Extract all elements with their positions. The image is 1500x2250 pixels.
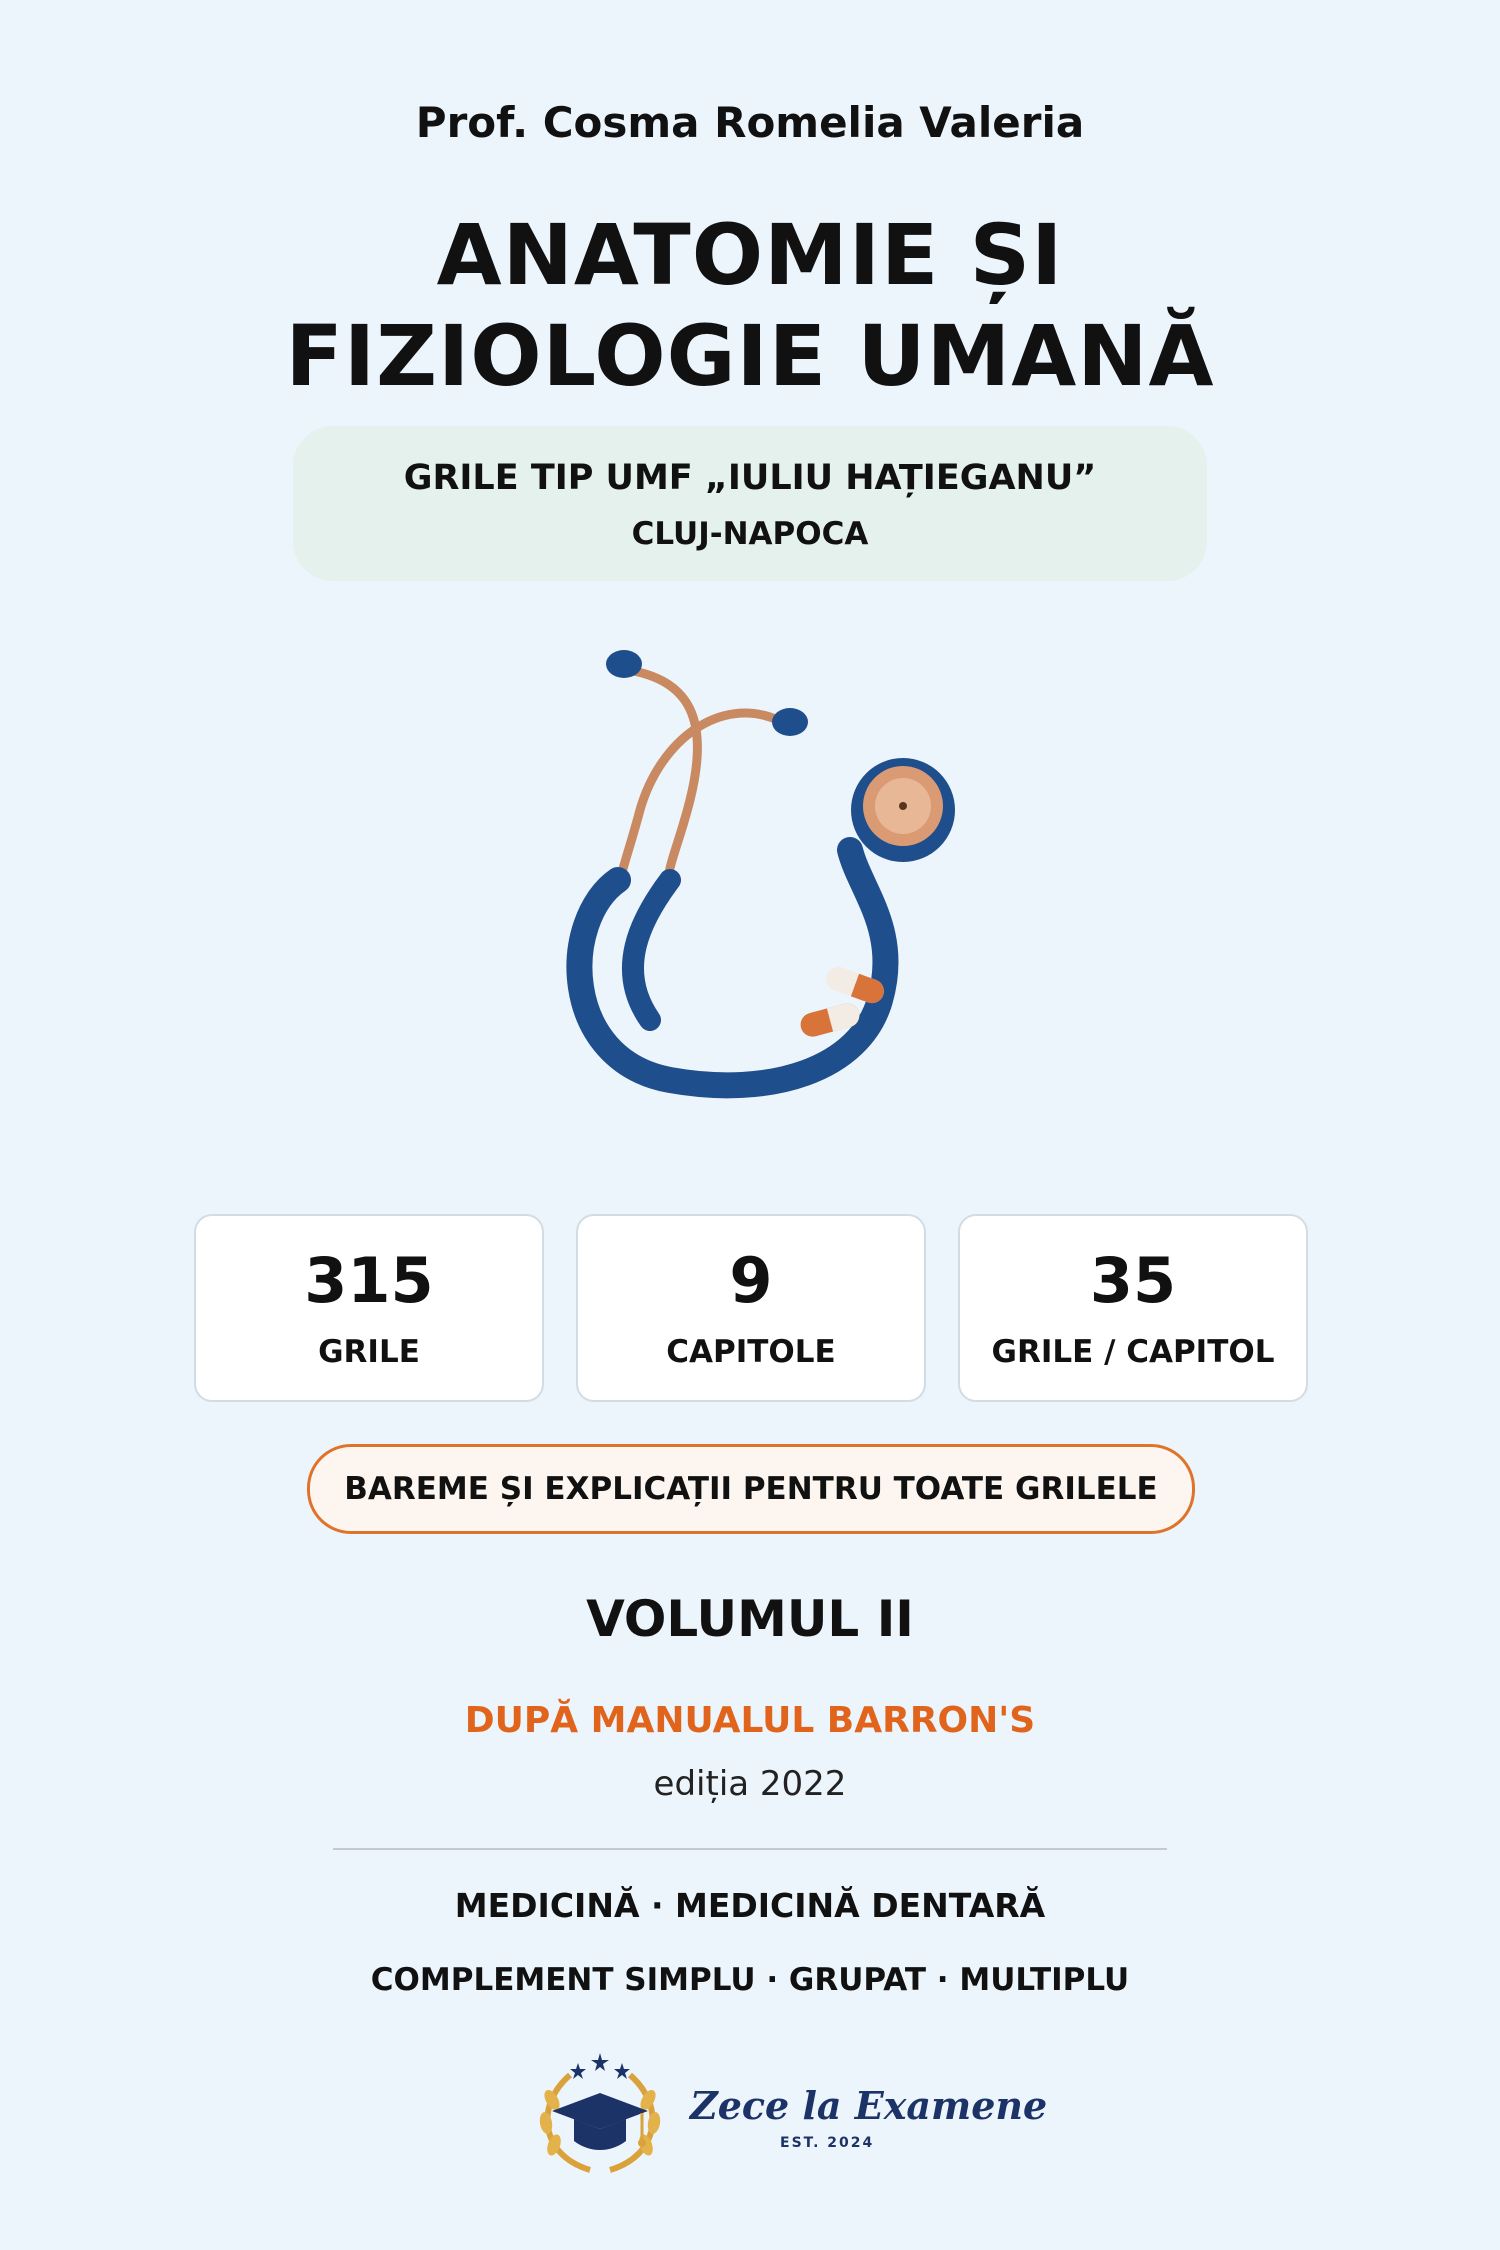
title-line-2: FIZIOLOGIE UMANĂ [285, 307, 1215, 405]
complement-types-line: COMPLEMENT SIMPLU · GRUPAT · MULTIPLU [370, 1962, 1130, 1998]
manual-source: DUPĂ MANUALUL BARRON'S [464, 1700, 1036, 1741]
stat-value: 35 [1089, 1244, 1177, 1317]
volume-label: VOLUMUL II [586, 1590, 914, 1648]
domains-line: MEDICINĂ · MEDICINĂ DENTARĂ [454, 1886, 1046, 1925]
book-title [0, 205, 1500, 407]
title-line-1: ANATOMIE ȘI [436, 206, 1064, 304]
edition-label: ediția 2022 [653, 1764, 847, 1804]
stat-card-grile-per-capitol [958, 1214, 1308, 1402]
stat-value: 315 [304, 1244, 434, 1317]
graduation-cap-laurel-icon [530, 2045, 670, 2175]
stat-label: GRILE [318, 1334, 420, 1370]
logo-est: EST. 2024 [780, 2135, 875, 2151]
stat-card-capitole [576, 1214, 926, 1402]
logo-name: Zece la Examene [690, 2083, 1048, 2128]
stat-card-grile [194, 1214, 544, 1402]
publisher-logo [530, 2045, 1048, 2175]
divider [333, 1848, 1167, 1850]
subtitle-line-2: CLUJ-NAPOCA [631, 516, 869, 552]
stethoscope-with-pills-icon [520, 640, 990, 1110]
bareme-banner: BAREME ȘI EXPLICAȚII PENTRU TOATE GRILELE [307, 1444, 1195, 1534]
stat-label: CAPITOLE [666, 1334, 836, 1370]
subtitle-line-1: GRILE TIP UMF „IULIU HAȚIEGANU” [403, 458, 1097, 498]
subtitle-box [293, 426, 1207, 581]
stat-value: 9 [729, 1244, 773, 1317]
author-name: Prof. Cosma Romelia Valeria [415, 98, 1085, 147]
stat-label: GRILE / CAPITOL [991, 1334, 1275, 1370]
